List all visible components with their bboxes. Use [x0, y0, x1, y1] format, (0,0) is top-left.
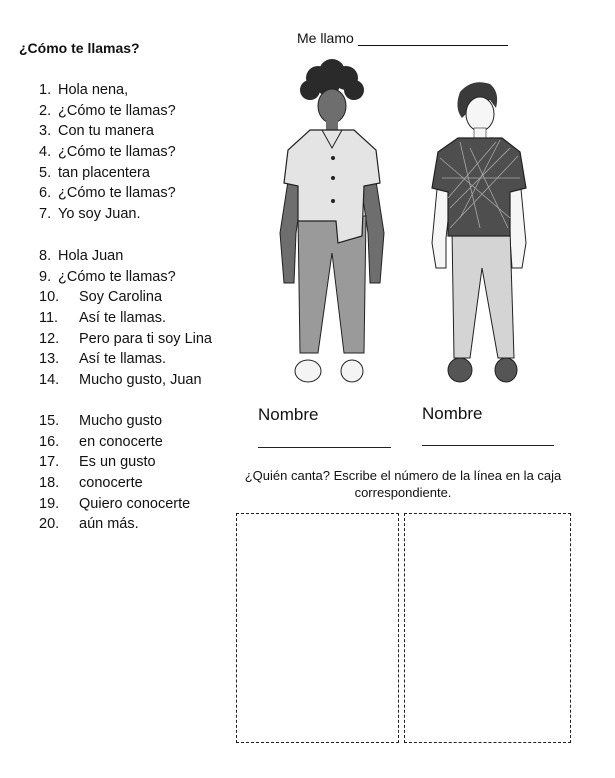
lyric-line: 5. tan placentera: [39, 164, 150, 181]
lyric-line: 12. Pero para ti soy Lina: [39, 330, 212, 347]
answer-box-figure-1[interactable]: [236, 513, 399, 743]
lyric-line: 17. Es un gusto: [39, 454, 156, 471]
person-illustration-2: [420, 78, 535, 390]
name-blank[interactable]: [358, 31, 508, 46]
lyric-line: 7. Yo soy Juan.: [39, 206, 141, 223]
worksheet-title: ¿Cómo te llamas?: [19, 40, 140, 56]
figure-1-name-label: Nombre: [258, 405, 319, 424]
lyric-line: 1. Hola nena,: [39, 82, 129, 98]
lyrics-list-2: [39, 246, 212, 391]
figure-1-name-blank[interactable]: [258, 447, 391, 448]
figure-2-name-blank[interactable]: [422, 445, 554, 446]
person-illustration-1: [270, 58, 390, 393]
lyric-line: 9. ¿Cómo te llamas?: [39, 268, 176, 285]
figure-2-name-label: Nombre: [422, 404, 483, 423]
lyric-line: 10. Soy Carolina: [39, 289, 163, 306]
lyric-line: 8. Hola Juan: [39, 248, 124, 264]
lyric-line: 13. Así te llamas.: [39, 351, 167, 368]
lyric-line: 19. Quiero conocerte: [39, 495, 191, 512]
lyric-line: 15. Mucho gusto: [39, 413, 163, 429]
lyric-line: 2. ¿Cómo te llamas?: [39, 102, 176, 119]
lyrics-list-3: [39, 411, 190, 535]
lyric-line: 20. aún más.: [39, 516, 139, 533]
name-prompt: [297, 30, 508, 46]
lyrics-list-1: [39, 80, 176, 225]
name-prompt-label: Me llamo: [297, 30, 354, 46]
lyric-line: 11. Así te llamas.: [39, 310, 167, 327]
lyric-line: 18. conocerte: [39, 475, 143, 492]
lyric-line: 16. en conocerte: [39, 433, 163, 450]
lyric-line: 14. Mucho gusto, Juan: [39, 372, 202, 389]
answer-box-figure-2[interactable]: [404, 513, 571, 743]
lyric-line: 6. ¿Cómo te llamas?: [39, 185, 176, 202]
instructions: ¿Quién canta? Escribe el número de la línea en la caja correspondiente.: [244, 468, 562, 500]
lyric-line: 3. Con tu manera: [39, 123, 154, 140]
lyric-line: 4. ¿Cómo te llamas?: [39, 144, 176, 161]
